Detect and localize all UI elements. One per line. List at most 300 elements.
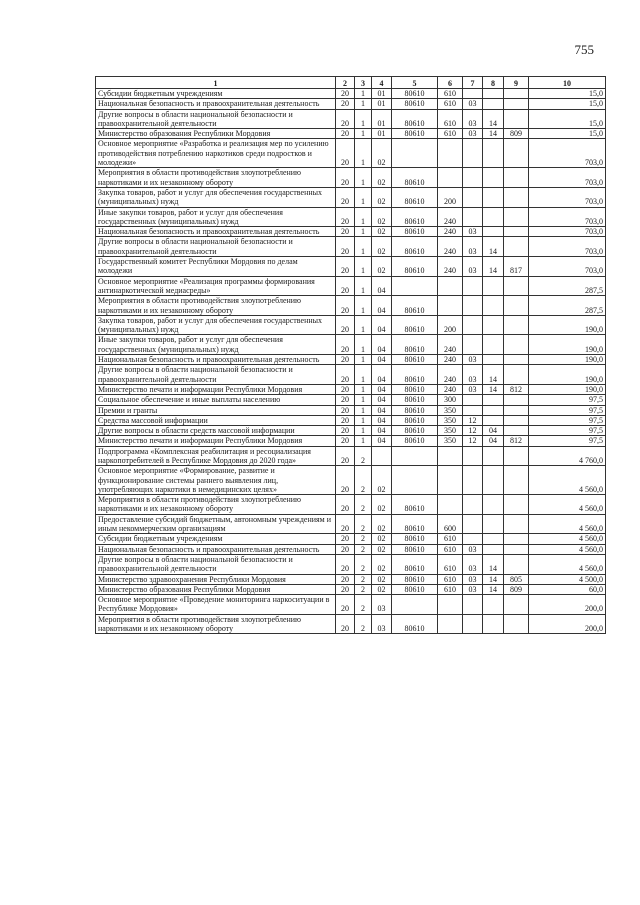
code-cell: 2 xyxy=(355,614,372,634)
code-cell: 2 xyxy=(355,544,372,554)
amount-cell: 4 560,0 xyxy=(529,466,606,495)
code-cell: 03 xyxy=(463,129,483,139)
table-row xyxy=(96,109,606,129)
code-cell: 20 xyxy=(336,89,355,99)
code-cell xyxy=(463,276,483,296)
table-row xyxy=(96,315,606,335)
amount-cell: 703,0 xyxy=(529,139,606,168)
code-cell: 02 xyxy=(372,544,392,554)
table-row xyxy=(96,129,606,139)
code-cell xyxy=(504,296,529,316)
code-cell: 14 xyxy=(483,584,504,594)
code-cell: 20 xyxy=(336,574,355,584)
amount-cell: 4 560,0 xyxy=(529,514,606,534)
row-label-cell: Другие вопросы в области национальной безопасности и правоохранительной деятельности xyxy=(96,237,336,257)
code-cell xyxy=(483,466,504,495)
code-cell: 1 xyxy=(355,276,372,296)
code-cell xyxy=(392,595,438,615)
row-label-cell: Мероприятия в области противодействия злоупотреблению наркотиками и их незаконному обороту xyxy=(96,614,336,634)
code-cell: 01 xyxy=(372,89,392,99)
table-body xyxy=(96,89,606,634)
code-cell: 80610 xyxy=(392,257,438,277)
row-label-cell: Основное мероприятие «Формирование, развитие и функционирование системы раннего выявления лиц, употребляющих наркотики в немедицинских целях» xyxy=(96,466,336,495)
code-cell: 20 xyxy=(336,426,355,436)
amount-cell: 97,5 xyxy=(529,405,606,415)
code-cell xyxy=(483,534,504,544)
code-cell: 04 xyxy=(372,405,392,415)
amount-cell: 4 560,0 xyxy=(529,534,606,544)
code-cell: 01 xyxy=(372,99,392,109)
code-cell: 02 xyxy=(372,514,392,534)
code-cell xyxy=(504,554,529,574)
budget-table xyxy=(95,76,606,634)
code-cell: 80610 xyxy=(392,207,438,227)
code-cell: 02 xyxy=(372,139,392,168)
code-cell: 20 xyxy=(336,227,355,237)
amount-cell: 200,0 xyxy=(529,614,606,634)
code-cell xyxy=(483,415,504,425)
row-label-cell: Субсидии бюджетным учреждениям xyxy=(96,534,336,544)
code-cell xyxy=(504,99,529,109)
amount-cell: 4 560,0 xyxy=(529,544,606,554)
code-cell: 817 xyxy=(504,257,529,277)
code-cell xyxy=(463,89,483,99)
code-cell: 350 xyxy=(438,436,463,446)
code-cell xyxy=(463,335,483,355)
code-cell xyxy=(463,466,483,495)
row-label-cell: Предоставление субсидий бюджетным, автономным учреждениям и иным некоммерческим организациям xyxy=(96,514,336,534)
row-label-cell: Министерство печати и информации Республики Мордовия xyxy=(96,436,336,446)
code-cell: 80610 xyxy=(392,335,438,355)
code-cell: 04 xyxy=(372,426,392,436)
code-cell: 02 xyxy=(372,257,392,277)
code-cell: 80610 xyxy=(392,495,438,515)
code-cell: 1 xyxy=(355,436,372,446)
code-cell: 02 xyxy=(372,574,392,584)
code-cell: 20 xyxy=(336,355,355,365)
code-cell: 610 xyxy=(438,109,463,129)
table-row xyxy=(96,446,606,466)
code-cell xyxy=(504,415,529,425)
code-cell xyxy=(392,466,438,495)
table-row xyxy=(96,395,606,405)
code-cell: 1 xyxy=(355,257,372,277)
code-cell xyxy=(372,446,392,466)
amount-cell: 4 500,0 xyxy=(529,574,606,584)
code-cell xyxy=(483,355,504,365)
code-cell xyxy=(504,89,529,99)
code-cell: 1 xyxy=(355,89,372,99)
code-cell: 80610 xyxy=(392,237,438,257)
code-cell xyxy=(504,139,529,168)
code-cell: 610 xyxy=(438,554,463,574)
code-cell xyxy=(463,395,483,405)
code-cell: 80610 xyxy=(392,405,438,415)
code-cell xyxy=(438,595,463,615)
code-cell: 610 xyxy=(438,89,463,99)
code-cell xyxy=(483,315,504,335)
code-cell: 02 xyxy=(372,168,392,188)
table-row xyxy=(96,405,606,415)
code-cell: 1 xyxy=(355,237,372,257)
table-row xyxy=(96,495,606,515)
code-cell xyxy=(504,168,529,188)
code-cell xyxy=(463,405,483,415)
code-cell xyxy=(463,614,483,634)
code-cell: 80610 xyxy=(392,554,438,574)
code-cell xyxy=(438,446,463,466)
code-cell: 20 xyxy=(336,446,355,466)
code-cell: 240 xyxy=(438,365,463,385)
code-cell xyxy=(483,187,504,207)
code-cell: 2 xyxy=(355,584,372,594)
code-cell xyxy=(438,139,463,168)
code-cell xyxy=(504,395,529,405)
table-row xyxy=(96,296,606,316)
code-cell xyxy=(483,544,504,554)
code-cell: 610 xyxy=(438,534,463,544)
code-cell: 14 xyxy=(483,109,504,129)
code-cell: 03 xyxy=(463,109,483,129)
code-cell: 04 xyxy=(483,426,504,436)
table-row xyxy=(96,139,606,168)
code-cell: 200 xyxy=(438,187,463,207)
table-row xyxy=(96,227,606,237)
amount-cell: 190,0 xyxy=(529,315,606,335)
code-cell: 03 xyxy=(463,365,483,385)
code-cell xyxy=(504,109,529,129)
code-cell xyxy=(392,139,438,168)
code-cell xyxy=(504,514,529,534)
code-cell: 03 xyxy=(463,237,483,257)
page-number: 755 xyxy=(574,42,594,57)
code-cell xyxy=(438,495,463,515)
code-cell: 04 xyxy=(372,335,392,355)
code-cell xyxy=(463,446,483,466)
code-cell: 20 xyxy=(336,237,355,257)
table-row xyxy=(96,574,606,584)
code-cell: 80610 xyxy=(392,296,438,316)
code-cell xyxy=(483,595,504,615)
code-cell xyxy=(504,495,529,515)
table-row xyxy=(96,99,606,109)
code-cell xyxy=(504,595,529,615)
code-cell: 1 xyxy=(355,426,372,436)
row-label-cell: Иные закупки товаров, работ и услуг для обеспечения государственных (муниципальных) нужд xyxy=(96,207,336,227)
amount-cell: 703,0 xyxy=(529,168,606,188)
code-cell: 02 xyxy=(372,495,392,515)
table-row xyxy=(96,257,606,277)
code-cell: 12 xyxy=(463,426,483,436)
code-cell: 80610 xyxy=(392,395,438,405)
code-cell: 1 xyxy=(355,207,372,227)
code-cell xyxy=(463,315,483,335)
code-cell: 812 xyxy=(504,384,529,394)
code-cell: 1 xyxy=(355,315,372,335)
code-cell xyxy=(504,355,529,365)
column-header: 1 xyxy=(96,77,336,89)
code-cell: 80610 xyxy=(392,436,438,446)
table-header-row xyxy=(96,77,606,89)
code-cell: 20 xyxy=(336,436,355,446)
table-row xyxy=(96,365,606,385)
code-cell: 350 xyxy=(438,415,463,425)
code-cell: 80610 xyxy=(392,614,438,634)
code-cell: 80610 xyxy=(392,315,438,335)
row-label-cell: Мероприятия в области противодействия злоупотреблению наркотиками и их незаконному обороту xyxy=(96,495,336,515)
code-cell: 240 xyxy=(438,384,463,394)
row-label-cell: Другие вопросы в области средств массовой информации xyxy=(96,426,336,436)
code-cell: 80610 xyxy=(392,365,438,385)
row-label-cell: Закупка товаров, работ и услуг для обеспечения государственных (муниципальных) нужд xyxy=(96,315,336,335)
code-cell: 2 xyxy=(355,466,372,495)
code-cell: 03 xyxy=(372,614,392,634)
code-cell: 2 xyxy=(355,534,372,544)
code-cell: 1 xyxy=(355,395,372,405)
code-cell xyxy=(504,315,529,335)
code-cell: 20 xyxy=(336,257,355,277)
code-cell: 1 xyxy=(355,405,372,415)
code-cell: 1 xyxy=(355,227,372,237)
amount-cell: 703,0 xyxy=(529,257,606,277)
table-row xyxy=(96,187,606,207)
code-cell xyxy=(438,466,463,495)
table-row xyxy=(96,466,606,495)
code-cell: 80610 xyxy=(392,384,438,394)
code-cell xyxy=(483,395,504,405)
code-cell: 80610 xyxy=(392,514,438,534)
code-cell xyxy=(463,296,483,316)
code-cell xyxy=(463,514,483,534)
code-cell xyxy=(438,168,463,188)
code-cell xyxy=(504,614,529,634)
code-cell: 20 xyxy=(336,276,355,296)
code-cell: 1 xyxy=(355,139,372,168)
code-cell: 809 xyxy=(504,584,529,594)
code-cell: 240 xyxy=(438,227,463,237)
code-cell: 1 xyxy=(355,296,372,316)
code-cell: 02 xyxy=(372,237,392,257)
row-label-cell: Мероприятия в области противодействия злоупотреблению наркотиками и их незаконному обороту xyxy=(96,168,336,188)
amount-cell: 4 560,0 xyxy=(529,495,606,515)
code-cell xyxy=(483,296,504,316)
table-row xyxy=(96,89,606,99)
table-row xyxy=(96,415,606,425)
code-cell: 04 xyxy=(483,436,504,446)
table-row xyxy=(96,554,606,574)
code-cell: 03 xyxy=(463,544,483,554)
code-cell: 04 xyxy=(372,365,392,385)
code-cell: 20 xyxy=(336,168,355,188)
column-header: 8 xyxy=(483,77,504,89)
amount-cell: 97,5 xyxy=(529,415,606,425)
amount-cell: 200,0 xyxy=(529,595,606,615)
code-cell: 03 xyxy=(463,257,483,277)
table-row xyxy=(96,384,606,394)
table-row xyxy=(96,355,606,365)
row-label-cell: Премии и гранты xyxy=(96,405,336,415)
code-cell: 350 xyxy=(438,405,463,415)
code-cell: 80610 xyxy=(392,187,438,207)
row-label-cell: Иные закупки товаров, работ и услуг для обеспечения государственных (муниципальных) нужд xyxy=(96,335,336,355)
code-cell: 1 xyxy=(355,109,372,129)
code-cell: 20 xyxy=(336,207,355,227)
code-cell xyxy=(504,227,529,237)
row-label-cell: Основное мероприятие «Проведение мониторинга наркоситуации в Республике Мордовия» xyxy=(96,595,336,615)
code-cell: 01 xyxy=(372,109,392,129)
code-cell xyxy=(483,89,504,99)
code-cell: 04 xyxy=(372,315,392,335)
row-label-cell: Национальная безопасность и правоохранительная деятельность xyxy=(96,99,336,109)
code-cell: 12 xyxy=(463,436,483,446)
code-cell: 14 xyxy=(483,574,504,584)
amount-cell: 15,0 xyxy=(529,109,606,129)
column-header: 7 xyxy=(463,77,483,89)
code-cell: 200 xyxy=(438,315,463,335)
code-cell: 1 xyxy=(355,129,372,139)
code-cell: 03 xyxy=(463,384,483,394)
code-cell: 80610 xyxy=(392,426,438,436)
amount-cell: 703,0 xyxy=(529,187,606,207)
code-cell: 20 xyxy=(336,109,355,129)
code-cell xyxy=(483,276,504,296)
amount-cell: 190,0 xyxy=(529,384,606,394)
code-cell: 12 xyxy=(463,415,483,425)
code-cell xyxy=(483,495,504,515)
code-cell: 20 xyxy=(336,544,355,554)
column-header: 6 xyxy=(438,77,463,89)
code-cell xyxy=(504,237,529,257)
code-cell xyxy=(504,466,529,495)
row-label-cell: Национальная безопасность и правоохранительная деятельность xyxy=(96,355,336,365)
code-cell: 240 xyxy=(438,257,463,277)
code-cell: 240 xyxy=(438,335,463,355)
code-cell: 2 xyxy=(355,495,372,515)
code-cell: 04 xyxy=(372,355,392,365)
code-cell xyxy=(483,514,504,534)
code-cell xyxy=(483,227,504,237)
code-cell: 1 xyxy=(355,168,372,188)
code-cell xyxy=(438,296,463,316)
code-cell: 809 xyxy=(504,129,529,139)
code-cell: 1 xyxy=(355,335,372,355)
code-cell xyxy=(504,187,529,207)
amount-cell: 190,0 xyxy=(529,365,606,385)
code-cell xyxy=(463,187,483,207)
code-cell: 600 xyxy=(438,514,463,534)
code-cell: 20 xyxy=(336,365,355,385)
code-cell: 03 xyxy=(463,227,483,237)
code-cell: 20 xyxy=(336,466,355,495)
column-header: 5 xyxy=(392,77,438,89)
code-cell: 80610 xyxy=(392,355,438,365)
code-cell: 02 xyxy=(372,227,392,237)
code-cell: 20 xyxy=(336,584,355,594)
code-cell: 04 xyxy=(372,384,392,394)
code-cell xyxy=(483,335,504,355)
code-cell: 20 xyxy=(336,495,355,515)
table-row xyxy=(96,514,606,534)
column-header: 10 xyxy=(529,77,606,89)
code-cell: 80610 xyxy=(392,89,438,99)
code-cell xyxy=(483,99,504,109)
code-cell: 1 xyxy=(355,355,372,365)
code-cell: 04 xyxy=(372,436,392,446)
code-cell: 03 xyxy=(463,574,483,584)
amount-cell: 97,5 xyxy=(529,395,606,405)
code-cell: 20 xyxy=(336,335,355,355)
code-cell: 80610 xyxy=(392,534,438,544)
code-cell: 02 xyxy=(372,466,392,495)
code-cell: 20 xyxy=(336,384,355,394)
code-cell: 1 xyxy=(355,99,372,109)
amount-cell: 97,5 xyxy=(529,426,606,436)
code-cell: 20 xyxy=(336,139,355,168)
code-cell: 03 xyxy=(463,584,483,594)
amount-cell: 287,5 xyxy=(529,296,606,316)
code-cell xyxy=(483,207,504,227)
code-cell xyxy=(463,495,483,515)
table-row xyxy=(96,276,606,296)
code-cell xyxy=(504,365,529,385)
code-cell: 20 xyxy=(336,554,355,574)
code-cell: 20 xyxy=(336,99,355,109)
code-cell: 02 xyxy=(372,207,392,227)
code-cell: 03 xyxy=(463,355,483,365)
amount-cell: 15,0 xyxy=(529,89,606,99)
code-cell: 240 xyxy=(438,207,463,227)
code-cell: 03 xyxy=(372,595,392,615)
code-cell: 20 xyxy=(336,187,355,207)
row-label-cell: Средства массовой информации xyxy=(96,415,336,425)
code-cell: 1 xyxy=(355,415,372,425)
code-cell: 20 xyxy=(336,296,355,316)
row-label-cell: Основное мероприятие «Разработка и реализация мер по усилению противодействия потреблению наркотиков среди подростков и молодежи» xyxy=(96,139,336,168)
row-label-cell: Государственный комитет Республики Мордовия по делам молодежи xyxy=(96,257,336,277)
code-cell: 20 xyxy=(336,514,355,534)
code-cell: 2 xyxy=(355,595,372,615)
row-label-cell: Другие вопросы в области национальной безопасности и правоохранительной деятельности xyxy=(96,109,336,129)
table-row xyxy=(96,426,606,436)
table-row xyxy=(96,614,606,634)
code-cell: 610 xyxy=(438,584,463,594)
code-cell xyxy=(463,168,483,188)
amount-cell: 703,0 xyxy=(529,207,606,227)
table-row xyxy=(96,335,606,355)
code-cell xyxy=(463,139,483,168)
code-cell: 2 xyxy=(355,554,372,574)
code-cell: 04 xyxy=(372,296,392,316)
code-cell xyxy=(483,405,504,415)
code-cell: 1 xyxy=(355,384,372,394)
code-cell: 240 xyxy=(438,237,463,257)
row-label-cell: Национальная безопасность и правоохранительная деятельность xyxy=(96,544,336,554)
amount-cell: 60,0 xyxy=(529,584,606,594)
code-cell: 80610 xyxy=(392,99,438,109)
row-label-cell: Министерство образования Республики Мордовия xyxy=(96,129,336,139)
table-row xyxy=(96,168,606,188)
code-cell: 80610 xyxy=(392,544,438,554)
code-cell: 14 xyxy=(483,554,504,574)
code-cell xyxy=(463,207,483,227)
code-cell: 610 xyxy=(438,129,463,139)
code-cell: 80610 xyxy=(392,227,438,237)
row-label-cell: Основное мероприятие «Реализация программы формирования антинаркотической медиасреды» xyxy=(96,276,336,296)
code-cell: 20 xyxy=(336,395,355,405)
code-cell: 80610 xyxy=(392,129,438,139)
column-header: 3 xyxy=(355,77,372,89)
code-cell xyxy=(504,534,529,544)
